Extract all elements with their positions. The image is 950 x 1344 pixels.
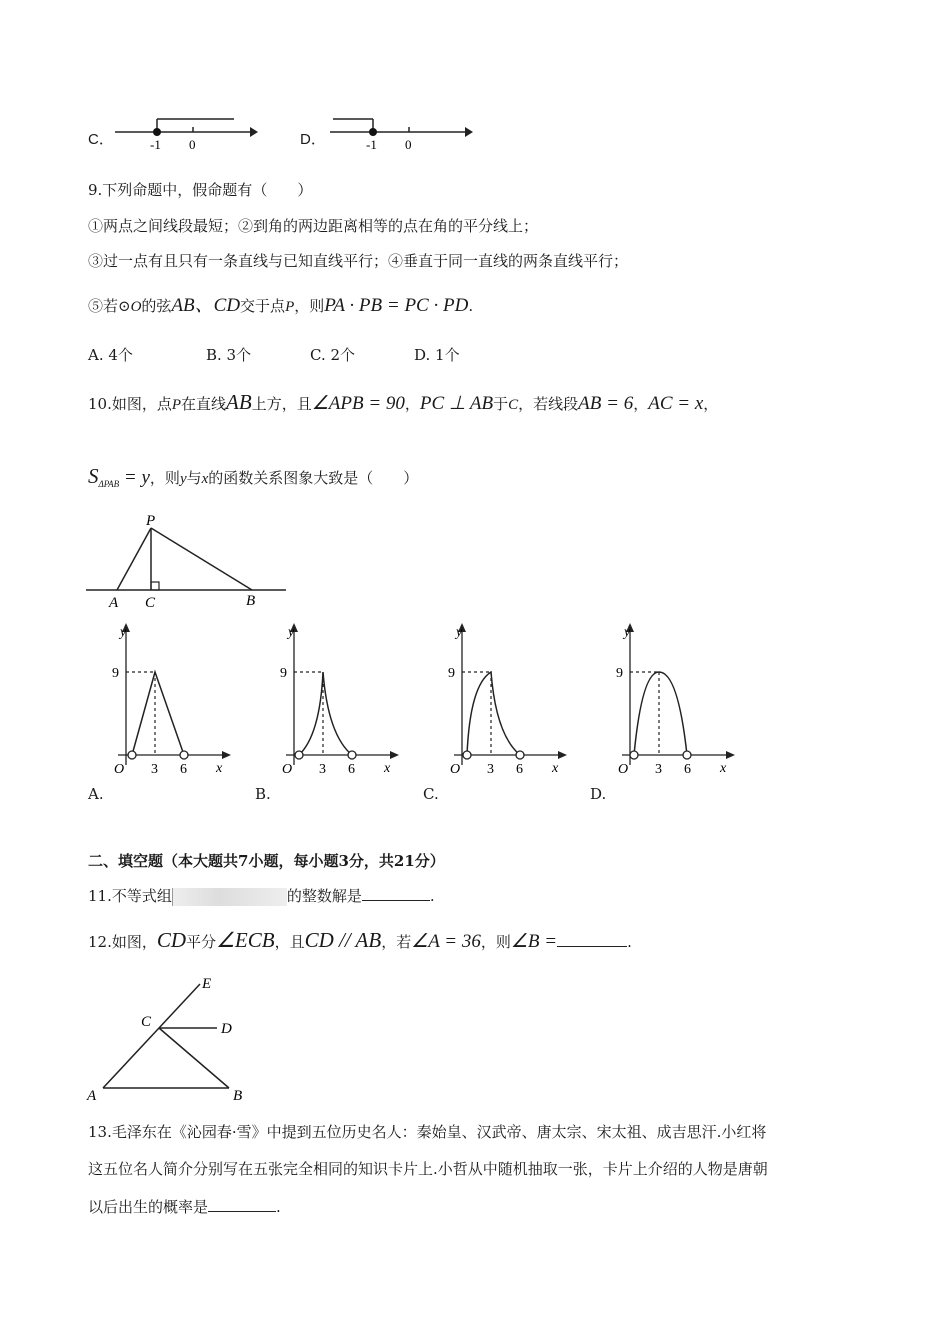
tick-minus1-d: -1 [366,137,377,152]
section-2-title: 二、填空题（本大题共7小题，每小题3分，共21分） [88,852,445,870]
graph-c [444,620,574,780]
graph-b-three: 3 [319,762,326,777]
fig-label-a: A [87,1088,97,1104]
graph-d-y-label: y [624,625,631,640]
q9-option-a: A. 4个 [88,346,133,364]
q10-triangle-figure [84,510,294,615]
inequality-system-image [172,888,287,906]
fig-label-e: E [202,976,212,992]
graph-a-origin: O [114,762,125,777]
tick-minus1-c: -1 [150,137,161,152]
q9-line3: ⑤若⊙O的弦AB、CD交于点P，则PA · PB = PC · PD. [88,295,474,316]
graph-a [108,620,238,780]
graph-b-x-label: x [384,761,391,776]
q9-option-b: B. 3个 [206,346,252,364]
q11-answer-blank [362,886,430,901]
graph-c-six: 6 [516,762,523,777]
fig-label-b: B [233,1088,243,1104]
graph-c-x-label: x [552,761,559,776]
tick-0-c: 0 [189,137,196,152]
q11-stem: 11.不等式组 的整数解是 . [88,887,435,905]
fig-label-c: C [141,1014,152,1030]
graph-d-three: 3 [655,762,662,777]
graph-d [612,620,742,780]
q9-line1: ①两点之间线段最短；②到角的两边距离相等的点在角的平分线上； [88,217,539,235]
graph-option-b: B. [255,785,271,803]
q12-figure [84,970,264,1110]
graph-c-origin: O [450,762,461,777]
q9-option-c: C. 2个 [310,346,356,364]
graph-b-nine: 9 [280,666,287,681]
graph-option-c: C. [423,785,439,803]
graph-b-y-label: y [288,625,295,640]
label-b: B [246,593,256,609]
graph-a-y-label: y [120,625,127,640]
graph-d-six: 6 [684,762,691,777]
tick-0-d: 0 [405,137,412,152]
graph-d-nine: 9 [616,666,623,681]
q12-stem: 12.如图，CD平分∠ECB，且CD // AB，若∠A = 36，则∠B = . [88,928,632,952]
q13-line3: 以后出生的概率是 . [88,1198,281,1216]
q12-answer-blank [557,932,627,947]
q13-line2: 这五位名人简介分别写在五张完全相同的知识卡片上.小哲从中随机抽取一张，卡片上介绍的人物是唐朝 [88,1160,768,1178]
graph-b [276,620,406,780]
q9-stem: 9.下列命题中，假命题有（ ） [88,181,313,199]
fig-label-d: D [221,1021,232,1037]
option-c-label: C． [88,131,114,148]
label-a: A [109,595,119,611]
label-p: P [146,513,156,529]
graph-a-nine: 9 [112,666,119,681]
graph-option-a: A. [88,785,104,803]
graph-option-d: D. [590,785,607,803]
q9-option-d: D. 1个 [414,346,460,364]
graph-b-origin: O [282,762,293,777]
graph-a-three: 3 [151,762,158,777]
graph-b-six: 6 [348,762,355,777]
number-line-d [325,112,475,154]
graph-d-origin: O [618,762,629,777]
graph-a-six: 6 [180,762,187,777]
label-c: C [145,595,156,611]
q13-answer-blank [208,1197,276,1212]
graph-d-x-label: x [720,761,727,776]
q13-line1: 13.毛泽东在《沁园春·雪》中提到五位历史名人：秦始皇、汉武帝、唐太宗、宋太祖、成吉思汗.小红将 [88,1123,767,1141]
graph-c-three: 3 [487,762,494,777]
q9-options [88,345,460,365]
q10-stem-line2: $S_{\Delta PAB} = y$，则y与x的函数关系图象大致是（ ） [88,464,419,489]
option-d-label: D． [300,131,326,148]
q9-line2: ③过一点有且只有一条直线与已知直线平行；④垂直于同一直线的两条直线平行； [88,252,629,270]
graph-a-x-label: x [216,761,223,776]
graph-c-y-label: y [456,625,463,640]
number-line-c [110,112,260,154]
graph-c-nine: 9 [448,666,455,681]
q10-stem-line1: 10.如图，点P在直线AB上方，且∠APB = 90，PC ⊥ AB于C，若线段AB = 6，AC = x， [88,390,719,414]
